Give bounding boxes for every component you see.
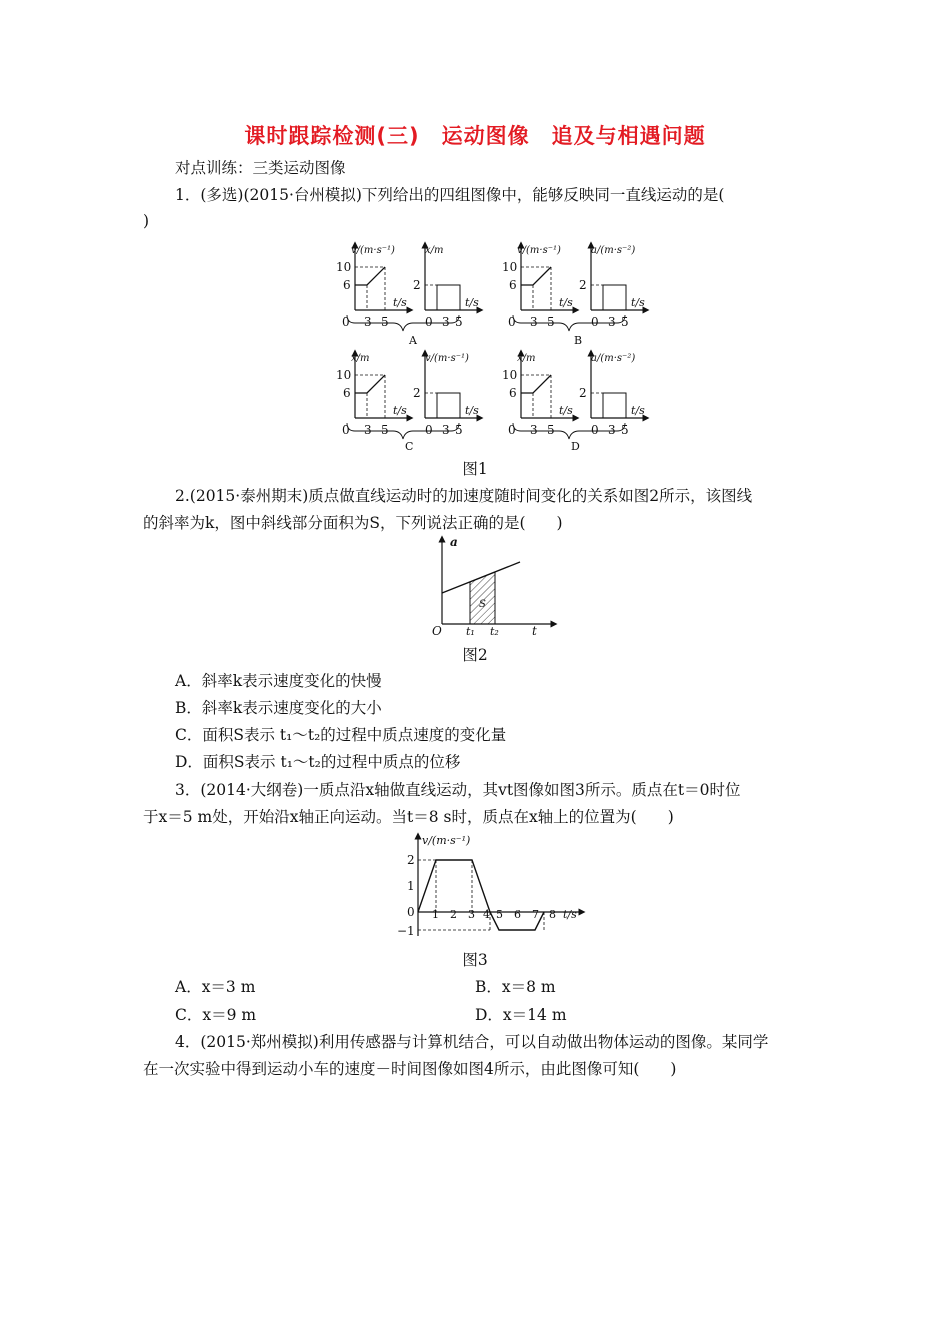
figure-1-caption: 图1 <box>462 460 488 478</box>
worksheet-title: 课时跟踪检测(三) 运动图像 追及与相遇问题 <box>244 124 706 148</box>
fig1-C-origin: 0 <box>342 423 350 437</box>
fig1-Da-label-2: 2 <box>579 386 587 400</box>
fig1-Ba-t-axis: t/s <box>631 296 645 309</box>
fig1-C-x-axis: x/m <box>351 353 370 364</box>
fig1-B-group-label: B <box>574 334 583 347</box>
fig1-A-t5: 5 <box>381 315 389 329</box>
fig1-C-group-label: C <box>405 440 414 452</box>
fig3-t-axis: t/s <box>563 908 577 921</box>
fig1-A-t-axis: t/s <box>393 296 407 309</box>
fig1-Ba-t3: 3 <box>608 315 616 329</box>
fig1-C-t5: 5 <box>381 423 389 437</box>
fig3-y1: 1 <box>407 879 415 893</box>
fig1-D-t3: 3 <box>530 423 538 437</box>
fig2-t-label: t <box>532 624 537 638</box>
fig3-y0: 0 <box>407 905 415 919</box>
q3-option-b: B．x＝8 m <box>475 978 556 996</box>
fig1-D-origin: 0 <box>508 423 516 437</box>
fig3-tick-3: 3 <box>468 908 475 921</box>
fig1-Ba-label-2: 2 <box>579 278 587 292</box>
fig1-B-origin: 0 <box>508 315 516 329</box>
fig1-D-t-axis: t/s <box>559 404 573 417</box>
fig1-Cv-label-2: 2 <box>413 386 421 400</box>
fig2-a-label: a <box>450 535 458 549</box>
q2-option-d: D．面积S表示 t₁～t₂的过程中质点的位移 <box>175 753 461 771</box>
fig1-Cv-t5: 5 <box>455 423 463 437</box>
fig1-C-label-6: 6 <box>343 386 351 400</box>
section-heading: 对点训练：三类运动图像 <box>175 159 346 177</box>
fig1-Ba-a-axis: a/(m·s⁻²) <box>591 245 636 256</box>
fig1-B-t5: 5 <box>547 315 555 329</box>
figure-3-caption: 图3 <box>462 951 488 969</box>
q2-option-a: A．斜率k表示速度变化的快慢 <box>175 672 382 690</box>
q3-option-a: A．x＝3 m <box>175 978 256 996</box>
fig1-B-label-6: 6 <box>509 278 517 292</box>
fig1-Ba-origin: 0 <box>591 315 599 329</box>
q1-text-line1: 1．(多选)(2015·台州模拟)下列给出的四组图像中，能够反映同一直线运动的是( <box>175 186 725 204</box>
q3-text-line1: 3．(2014·大纲卷)一质点沿x轴做直线运动，其vt图像如图3所示。质点在t＝0时位 <box>175 781 741 799</box>
fig3-tick-6: 6 <box>514 908 521 921</box>
fig1-Da-origin: 0 <box>591 423 599 437</box>
fig1-panel-C-v <box>413 353 480 437</box>
fig1-Ax-origin: 0 <box>425 315 433 329</box>
fig1-Ax-x-axis: x/m <box>425 245 444 256</box>
fig3-v-axis: v/(m·s⁻¹) <box>422 834 471 847</box>
fig3-tick-8: 8 <box>549 908 556 921</box>
fig3-tick-5: 5 <box>496 908 503 921</box>
fig3-tick-2: 2 <box>450 908 457 921</box>
q2-text-line1: 2.(2015·泰州期末)质点做直线运动时的加速度随时间变化的关系如图2所示，该图线 <box>175 487 753 505</box>
q1-text-line2: ) <box>143 212 150 230</box>
q4-text-line2: 在一次实验中得到运动小车的速度－时间图像如图4所示，由此图像可知( ) <box>143 1060 677 1078</box>
fig1-panel-B-a <box>579 245 646 329</box>
fig1-A-group-label: A <box>409 334 417 347</box>
q3-option-d: D．x＝14 m <box>475 1006 567 1024</box>
fig1-D-label-10: 10 <box>502 368 518 382</box>
fig1-Cv-origin: 0 <box>425 423 433 437</box>
fig1-Cv-v-axis: v/(m·s⁻¹) <box>425 353 469 364</box>
q2-option-b: B．斜率k表示速度变化的大小 <box>175 699 382 717</box>
fig1-Cv-t-axis: t/s <box>465 404 479 417</box>
q3-option-c: C．x＝9 m <box>175 1006 257 1024</box>
fig1-C-label-10: 10 <box>336 368 352 382</box>
fig1-Da-t5: 5 <box>621 423 629 437</box>
fig1-D-group-label: D <box>571 440 580 452</box>
fig1-Da-t3: 3 <box>608 423 616 437</box>
fig1-Da-t-axis: t/s <box>631 404 645 417</box>
fig3-ym1: −1 <box>397 924 415 938</box>
fig3-tick-4: 4 <box>483 908 490 921</box>
fig1-B-label-10: 10 <box>502 260 518 274</box>
fig1-A-label-10: 10 <box>336 260 352 274</box>
figure-3 <box>392 831 592 943</box>
fig2-t2-label: t₂ <box>490 625 499 638</box>
q4-text-line1: 4．(2015·郑州模拟)利用传感器与计算机结合，可以自动做出物体运动的图像。某同学 <box>175 1033 769 1051</box>
fig1-B-v-axis: v/(m·s⁻¹) <box>517 245 561 256</box>
q2-text-line2: 的斜率为k，图中斜线部分面积为S，下列说法正确的是( ) <box>143 514 563 532</box>
fig1-panel-A-x <box>413 245 480 329</box>
fig1-A-t3: 3 <box>364 315 372 329</box>
q3-text-line2: 于x＝5 m处，开始沿x轴正向运动。当t＝8 s时，质点在x轴上的位置为( ) <box>143 808 674 826</box>
fig1-D-t5: 5 <box>547 423 555 437</box>
figure-1 <box>325 240 665 452</box>
fig1-A-v-axis: v/(m·s⁻¹) <box>351 245 395 256</box>
fig1-A-origin: 0 <box>342 315 350 329</box>
fig1-C-t3: 3 <box>364 423 372 437</box>
fig1-Cv-t3: 3 <box>442 423 450 437</box>
fig1-B-t3: 3 <box>530 315 538 329</box>
fig2-origin-label: O <box>432 624 442 638</box>
figure-2 <box>428 535 558 639</box>
fig3-y2: 2 <box>407 853 415 867</box>
fig1-D-label-6: 6 <box>509 386 517 400</box>
fig1-Ax-t-axis: t/s <box>465 296 479 309</box>
fig1-C-t-axis: t/s <box>393 404 407 417</box>
fig1-Ax-t3: 3 <box>442 315 450 329</box>
fig1-Ba-t5: 5 <box>621 315 629 329</box>
fig1-B-t-axis: t/s <box>559 296 573 309</box>
fig1-Ax-label-2: 2 <box>413 278 421 292</box>
fig1-Ax-t5: 5 <box>455 315 463 329</box>
fig1-A-label-6: 6 <box>343 278 351 292</box>
fig3-tick-7: 7 <box>532 908 539 921</box>
fig2-S-label: S <box>479 599 486 610</box>
figure-2-caption: 图2 <box>462 646 488 664</box>
fig1-panel-D-a <box>579 353 646 437</box>
fig2-t1-label: t₁ <box>466 625 475 638</box>
fig1-D-x-axis: x/m <box>517 353 536 364</box>
q2-option-c: C．面积S表示 t₁～t₂的过程中质点速度的变化量 <box>175 726 507 744</box>
fig1-Da-a-axis: a/(m·s⁻²) <box>591 353 636 364</box>
fig3-tick-1: 1 <box>432 908 439 921</box>
